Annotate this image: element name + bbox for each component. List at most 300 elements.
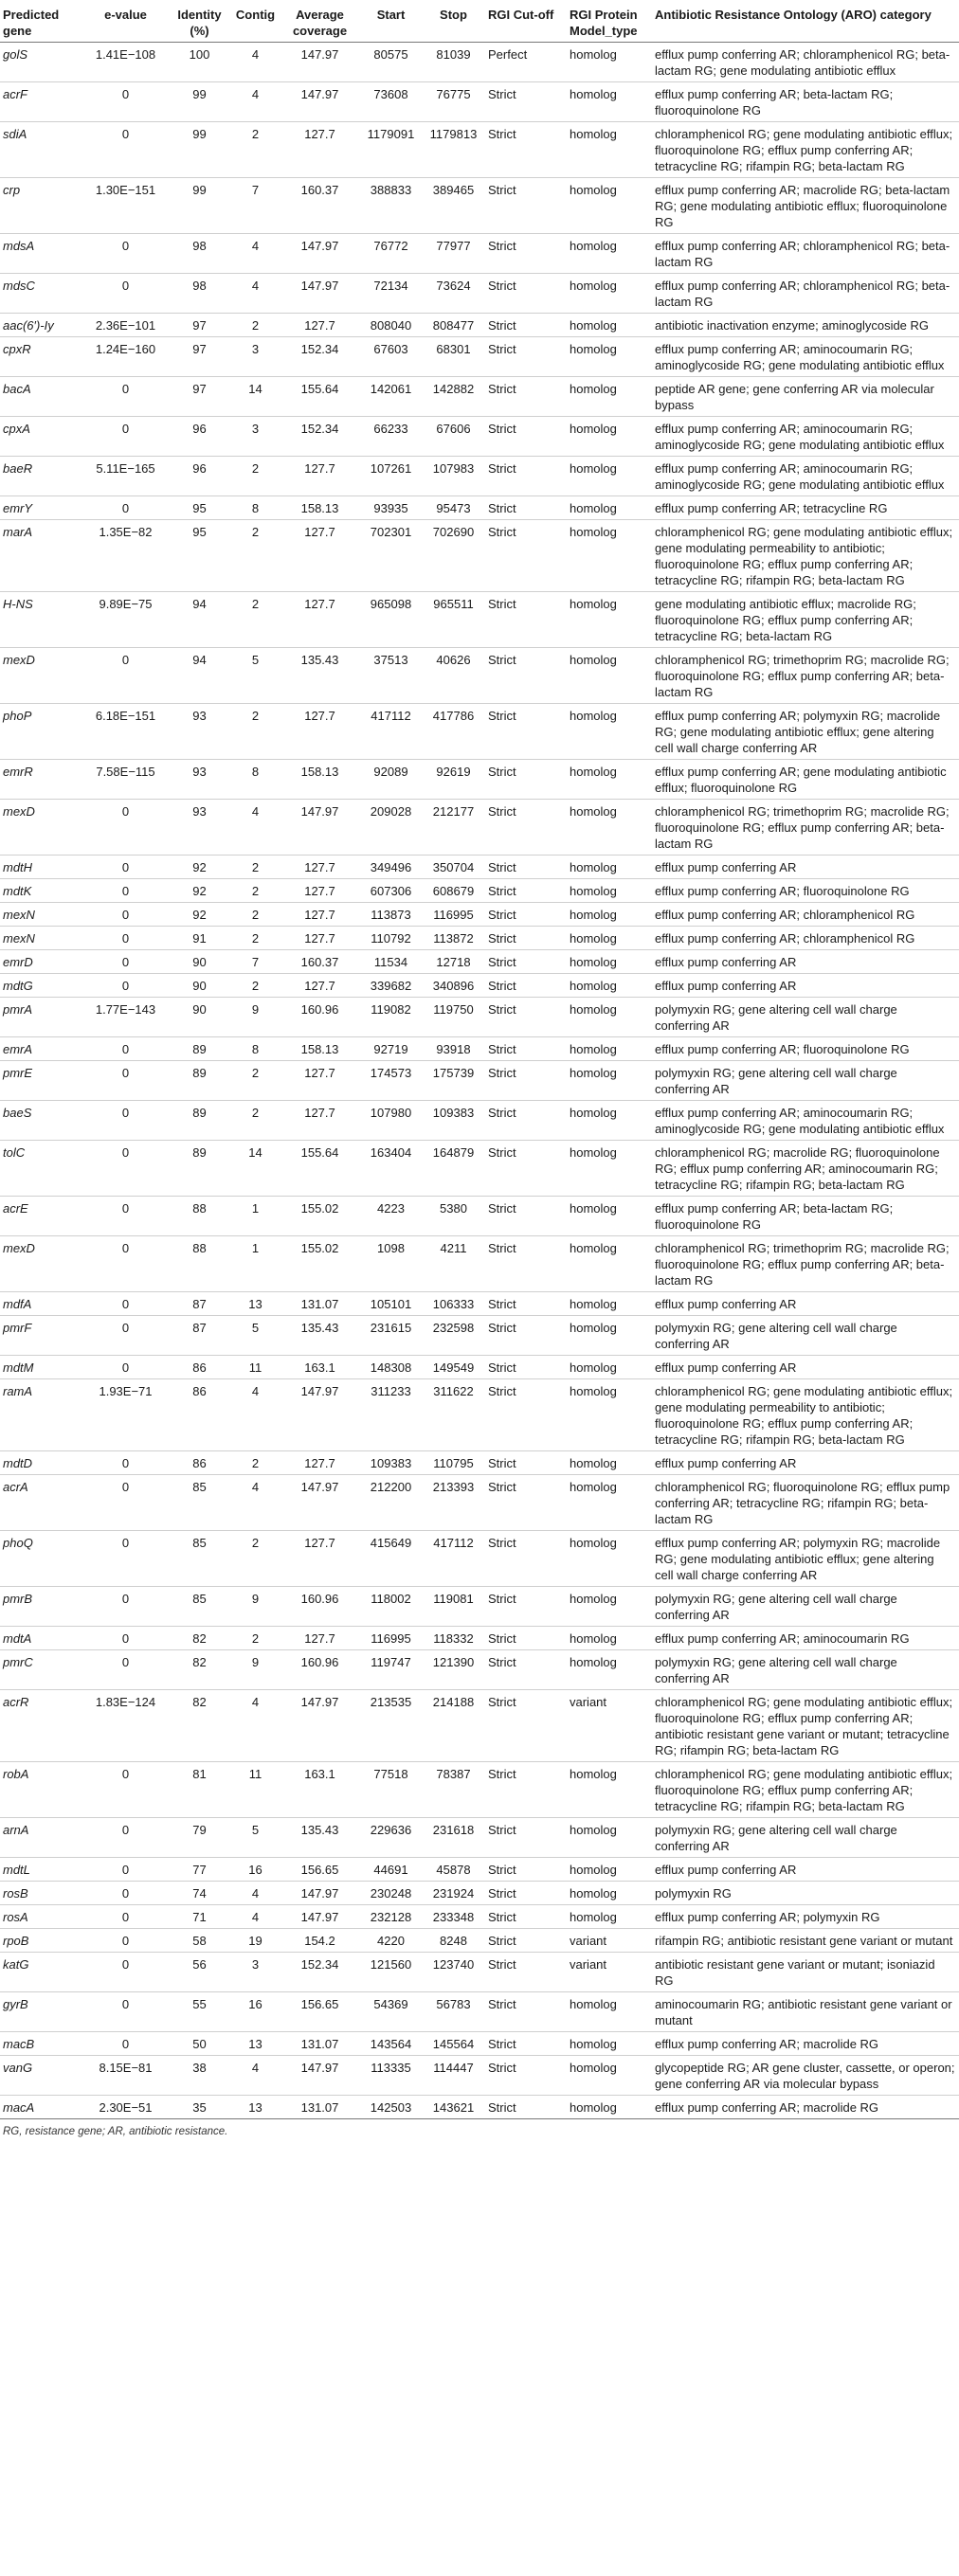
table-footnote: RG, resistance gene; AR, antibiotic resistance. [3, 2126, 228, 2137]
cell-start: 148308 [360, 1356, 423, 1379]
cell-coverage: 127.7 [280, 520, 360, 592]
cell-start: 72134 [360, 274, 423, 314]
table-row [0, 760, 959, 800]
cell-coverage: 127.7 [280, 1531, 360, 1587]
cell-model-type: homolog [567, 1037, 652, 1061]
cell-start: 105101 [360, 1292, 423, 1316]
cell-coverage: 158.13 [280, 1037, 360, 1061]
cell-aro-category: polymyxin RG; gene altering cell wall charge conferring AR [652, 1587, 959, 1627]
cell-gene: emrA [0, 1037, 83, 1061]
cell-model-type: homolog [567, 2032, 652, 2056]
cell-coverage: 163.1 [280, 1762, 360, 1818]
cell-start: 232128 [360, 1905, 423, 1929]
header-identity: Identity (%) [169, 0, 231, 43]
cell-stop: 702690 [423, 520, 485, 592]
table-row [0, 2056, 959, 2096]
cell-rgi-cutoff: Perfect [485, 43, 567, 82]
cell-identity: 94 [169, 648, 231, 704]
table-row [0, 82, 959, 122]
cell-stop: 8248 [423, 1929, 485, 1953]
cell-identity: 96 [169, 417, 231, 457]
cell-aro-category: efflux pump conferring AR; chloramphenicol RG; beta-lactam RG [652, 274, 959, 314]
cell-rgi-cutoff: Strict [485, 1316, 567, 1356]
cell-identity: 99 [169, 178, 231, 234]
table-row [0, 1818, 959, 1858]
cell-e-value: 0 [83, 1818, 169, 1858]
cell-rgi-cutoff: Strict [485, 800, 567, 856]
cell-start: 107261 [360, 457, 423, 496]
cell-aro-category: chloramphenicol RG; gene modulating antibiotic efflux; fluoroquinolone RG; efflux pump conferring AR; tetracycline RG; rifampin RG; beta-lactam RG [652, 122, 959, 178]
cell-e-value: 0 [83, 496, 169, 520]
cell-identity: 74 [169, 1882, 231, 1905]
cell-identity: 82 [169, 1627, 231, 1650]
cell-stop: 68301 [423, 337, 485, 377]
cell-rgi-cutoff: Strict [485, 1379, 567, 1451]
cell-stop: 608679 [423, 879, 485, 903]
cell-rgi-cutoff: Strict [485, 1953, 567, 1992]
table-row [0, 2032, 959, 2056]
cell-gene: phoP [0, 704, 83, 760]
cell-aro-category: polymyxin RG; gene altering cell wall charge conferring AR [652, 1650, 959, 1690]
cell-contig: 16 [231, 1858, 280, 1882]
cell-contig: 9 [231, 1587, 280, 1627]
cell-e-value: 0 [83, 234, 169, 274]
cell-stop: 56783 [423, 1992, 485, 2032]
table-row [0, 274, 959, 314]
cell-contig: 4 [231, 1882, 280, 1905]
cell-gene: tolC [0, 1141, 83, 1197]
cell-coverage: 127.7 [280, 1061, 360, 1101]
cell-aro-category: efflux pump conferring AR; polymyxin RG [652, 1905, 959, 1929]
cell-gene: marA [0, 520, 83, 592]
cell-stop: 340896 [423, 974, 485, 998]
cell-rgi-cutoff: Strict [485, 879, 567, 903]
cell-start: 93935 [360, 496, 423, 520]
cell-model-type: homolog [567, 417, 652, 457]
cell-gene: rosB [0, 1882, 83, 1905]
cell-start: 4223 [360, 1197, 423, 1236]
cell-start: 212200 [360, 1475, 423, 1531]
cell-gene: macA [0, 2096, 83, 2119]
cell-rgi-cutoff: Strict [485, 1101, 567, 1141]
cell-model-type: homolog [567, 337, 652, 377]
cell-start: 965098 [360, 592, 423, 648]
cell-start: 110792 [360, 927, 423, 950]
cell-gene: aac(6′)-Iy [0, 314, 83, 337]
cell-start: 109383 [360, 1451, 423, 1475]
cell-gene: pmrE [0, 1061, 83, 1101]
cell-start: 4220 [360, 1929, 423, 1953]
cell-identity: 85 [169, 1475, 231, 1531]
table-row [0, 1475, 959, 1531]
cell-model-type: homolog [567, 82, 652, 122]
cell-e-value: 0 [83, 903, 169, 927]
cell-start: 11534 [360, 950, 423, 974]
cell-aro-category: efflux pump conferring AR; polymyxin RG; macrolide RG; gene modulating antibiotic efflux; gene altering cell wall charge conferring AR [652, 704, 959, 760]
cell-e-value: 1.41E−108 [83, 43, 169, 82]
cell-contig: 9 [231, 998, 280, 1037]
table-row [0, 1905, 959, 1929]
cell-coverage: 147.97 [280, 800, 360, 856]
cell-coverage: 127.7 [280, 927, 360, 950]
cell-identity: 85 [169, 1587, 231, 1627]
cell-aro-category: efflux pump conferring AR; beta-lactam RG; fluoroquinolone RG [652, 1197, 959, 1236]
cell-stop: 214188 [423, 1690, 485, 1762]
cell-e-value: 0 [83, 1292, 169, 1316]
cell-model-type: homolog [567, 903, 652, 927]
cell-model-type: homolog [567, 1818, 652, 1858]
cell-start: 118002 [360, 1587, 423, 1627]
cell-start: 92719 [360, 1037, 423, 1061]
table-row [0, 314, 959, 337]
cell-gene: robA [0, 1762, 83, 1818]
table-row [0, 1451, 959, 1475]
cell-stop: 45878 [423, 1858, 485, 1882]
cell-model-type: homolog [567, 1236, 652, 1292]
cell-coverage: 154.2 [280, 1929, 360, 1953]
cell-rgi-cutoff: Strict [485, 1650, 567, 1690]
cell-gene: bacA [0, 377, 83, 417]
cell-gene: mdtG [0, 974, 83, 998]
cell-model-type: variant [567, 1953, 652, 1992]
cell-start: 92089 [360, 760, 423, 800]
cell-coverage: 147.97 [280, 1475, 360, 1531]
cell-coverage: 160.37 [280, 950, 360, 974]
cell-model-type: homolog [567, 122, 652, 178]
cell-identity: 99 [169, 82, 231, 122]
cell-gene: emrR [0, 760, 83, 800]
cell-start: 77518 [360, 1762, 423, 1818]
cell-model-type: homolog [567, 1197, 652, 1236]
cell-start: 121560 [360, 1953, 423, 1992]
cell-identity: 82 [169, 1690, 231, 1762]
cell-coverage: 127.7 [280, 122, 360, 178]
cell-model-type: homolog [567, 1587, 652, 1627]
cell-aro-category: chloramphenicol RG; gene modulating antibiotic efflux; gene modulating permeability to antibiotic; fluoroquinolone RG; efflux pump conferring AR; tetracycline RG; rifampin RG; beta-lactam RG [652, 1379, 959, 1451]
cell-coverage: 155.02 [280, 1197, 360, 1236]
cell-contig: 14 [231, 377, 280, 417]
cell-e-value: 0 [83, 1882, 169, 1905]
cell-contig: 2 [231, 927, 280, 950]
cell-e-value: 0 [83, 856, 169, 879]
cell-rgi-cutoff: Strict [485, 903, 567, 927]
cell-e-value: 0 [83, 879, 169, 903]
cell-identity: 85 [169, 1531, 231, 1587]
cell-aro-category: efflux pump conferring AR; beta-lactam RG; fluoroquinolone RG [652, 82, 959, 122]
cell-model-type: homolog [567, 1451, 652, 1475]
cell-rgi-cutoff: Strict [485, 2032, 567, 2056]
cell-coverage: 147.97 [280, 1690, 360, 1762]
table-body [0, 43, 959, 2119]
cell-stop: 77977 [423, 234, 485, 274]
cell-aro-category: efflux pump conferring AR; macrolide RG; beta-lactam RG; gene modulating antibiotic efflux; fluoroquinolone RG [652, 178, 959, 234]
header-predicted-gene: Predicted gene [0, 0, 83, 43]
cell-contig: 4 [231, 1690, 280, 1762]
cell-rgi-cutoff: Strict [485, 1475, 567, 1531]
cell-aro-category: efflux pump conferring AR [652, 1356, 959, 1379]
cell-identity: 93 [169, 704, 231, 760]
cell-e-value: 0 [83, 1929, 169, 1953]
cell-aro-category: chloramphenicol RG; trimethoprim RG; macrolide RG; fluoroquinolone RG; efflux pump conferring AR; beta-lactam RG [652, 1236, 959, 1292]
cell-identity: 35 [169, 2096, 231, 2119]
cell-identity: 58 [169, 1929, 231, 1953]
cell-e-value: 0 [83, 122, 169, 178]
cell-identity: 87 [169, 1292, 231, 1316]
cell-model-type: homolog [567, 496, 652, 520]
cell-e-value: 0 [83, 2032, 169, 2056]
cell-aro-category: efflux pump conferring AR; tetracycline RG [652, 496, 959, 520]
cell-gene: acrE [0, 1197, 83, 1236]
cell-identity: 92 [169, 856, 231, 879]
cell-identity: 100 [169, 43, 231, 82]
cell-coverage: 160.96 [280, 998, 360, 1037]
cell-coverage: 160.96 [280, 1650, 360, 1690]
cell-rgi-cutoff: Strict [485, 122, 567, 178]
cell-coverage: 127.7 [280, 1627, 360, 1650]
cell-start: 119747 [360, 1650, 423, 1690]
cell-coverage: 156.65 [280, 1992, 360, 2032]
cell-coverage: 152.34 [280, 417, 360, 457]
header-aro-category: Antibiotic Resistance Ontology (ARO) category [652, 0, 959, 43]
cell-gene: vanG [0, 2056, 83, 2096]
cell-coverage: 135.43 [280, 1818, 360, 1858]
header-rgi-model-type: RGI Protein Model_type [567, 0, 652, 43]
cell-coverage: 127.7 [280, 879, 360, 903]
cell-stop: 164879 [423, 1141, 485, 1197]
cell-gene: cpxA [0, 417, 83, 457]
cell-coverage: 147.97 [280, 274, 360, 314]
table-row [0, 1762, 959, 1818]
table-row [0, 496, 959, 520]
cell-contig: 4 [231, 1905, 280, 1929]
cell-model-type: homolog [567, 1650, 652, 1690]
cell-stop: 76775 [423, 82, 485, 122]
cell-e-value: 0 [83, 1953, 169, 1992]
cell-rgi-cutoff: Strict [485, 1197, 567, 1236]
cell-identity: 79 [169, 1818, 231, 1858]
cell-gene: ramA [0, 1379, 83, 1451]
cell-gene: mdtD [0, 1451, 83, 1475]
cell-contig: 4 [231, 82, 280, 122]
cell-aro-category: polymyxin RG [652, 1882, 959, 1905]
cell-rgi-cutoff: Strict [485, 178, 567, 234]
cell-gene: rpoB [0, 1929, 83, 1953]
cell-coverage: 152.34 [280, 1953, 360, 1992]
cell-aro-category: efflux pump conferring AR; polymyxin RG; macrolide RG; gene modulating antibiotic efflux; gene altering cell wall charge conferring AR [652, 1531, 959, 1587]
cell-model-type: variant [567, 1690, 652, 1762]
cell-model-type: homolog [567, 1858, 652, 1882]
cell-model-type: homolog [567, 974, 652, 998]
header-e-value: e-value [83, 0, 169, 43]
cell-rgi-cutoff: Strict [485, 1531, 567, 1587]
cell-start: 1098 [360, 1236, 423, 1292]
cell-gene: golS [0, 43, 83, 82]
cell-coverage: 152.34 [280, 337, 360, 377]
cell-rgi-cutoff: Strict [485, 1141, 567, 1197]
cell-rgi-cutoff: Strict [485, 2096, 567, 2119]
cell-e-value: 0 [83, 927, 169, 950]
cell-stop: 78387 [423, 1762, 485, 1818]
cell-stop: 4211 [423, 1236, 485, 1292]
cell-model-type: homolog [567, 927, 652, 950]
cell-e-value: 0 [83, 1858, 169, 1882]
cell-aro-category: efflux pump conferring AR; fluoroquinolone RG [652, 879, 959, 903]
cell-contig: 1 [231, 1236, 280, 1292]
table-row [0, 927, 959, 950]
cell-contig: 1 [231, 1197, 280, 1236]
cell-e-value: 0 [83, 1475, 169, 1531]
table-row [0, 1953, 959, 1992]
cell-gene: acrA [0, 1475, 83, 1531]
table-row [0, 377, 959, 417]
table-row [0, 1531, 959, 1587]
cell-aro-category: efflux pump conferring AR [652, 1858, 959, 1882]
table-row [0, 879, 959, 903]
cell-coverage: 127.7 [280, 1451, 360, 1475]
cell-rgi-cutoff: Strict [485, 592, 567, 648]
cell-gene: mdsA [0, 234, 83, 274]
cell-gene: mexN [0, 903, 83, 927]
table-row [0, 457, 959, 496]
cell-aro-category: chloramphenicol RG; fluoroquinolone RG; efflux pump conferring AR; tetracycline RG; rifampin RG; beta-lactam RG [652, 1475, 959, 1531]
cell-gene: katG [0, 1953, 83, 1992]
cell-aro-category: polymyxin RG; gene altering cell wall charge conferring AR [652, 998, 959, 1037]
cell-start: 116995 [360, 1627, 423, 1650]
cell-rgi-cutoff: Strict [485, 1627, 567, 1650]
cell-rgi-cutoff: Strict [485, 1818, 567, 1858]
cell-aro-category: efflux pump conferring AR; aminocoumarin RG; aminoglycoside RG; gene modulating antibiotic efflux [652, 417, 959, 457]
cell-rgi-cutoff: Strict [485, 1858, 567, 1882]
cell-stop: 311622 [423, 1379, 485, 1451]
cell-stop: 231618 [423, 1818, 485, 1858]
cell-stop: 121390 [423, 1650, 485, 1690]
cell-identity: 98 [169, 274, 231, 314]
table-row [0, 178, 959, 234]
cell-stop: 119081 [423, 1587, 485, 1627]
cell-start: 66233 [360, 417, 423, 457]
cell-aro-category: efflux pump conferring AR; macrolide RG [652, 2032, 959, 2056]
cell-coverage: 160.96 [280, 1587, 360, 1627]
cell-contig: 2 [231, 879, 280, 903]
cell-stop: 73624 [423, 274, 485, 314]
cell-aro-category: chloramphenicol RG; trimethoprim RG; macrolide RG; fluoroquinolone RG; efflux pump conferring AR; beta-lactam RG [652, 800, 959, 856]
cell-model-type: homolog [567, 314, 652, 337]
cell-contig: 2 [231, 856, 280, 879]
cell-start: 113873 [360, 903, 423, 927]
cell-start: 73608 [360, 82, 423, 122]
cell-contig: 19 [231, 1929, 280, 1953]
cell-gene: phoQ [0, 1531, 83, 1587]
cell-start: 76772 [360, 234, 423, 274]
cell-aro-category: efflux pump conferring AR; chloramphenicol RG; beta-lactam RG [652, 234, 959, 274]
cell-coverage: 127.7 [280, 457, 360, 496]
cell-start: 229636 [360, 1818, 423, 1858]
cell-contig: 11 [231, 1762, 280, 1818]
cell-start: 119082 [360, 998, 423, 1037]
cell-contig: 8 [231, 1037, 280, 1061]
table-row [0, 1587, 959, 1627]
cell-rgi-cutoff: Strict [485, 1905, 567, 1929]
cell-stop: 113872 [423, 927, 485, 950]
cell-stop: 67606 [423, 417, 485, 457]
cell-aro-category: efflux pump conferring AR [652, 1292, 959, 1316]
cell-gene: baeS [0, 1101, 83, 1141]
cell-stop: 143621 [423, 2096, 485, 2119]
cell-contig: 4 [231, 274, 280, 314]
cell-start: 415649 [360, 1531, 423, 1587]
header-average-coverage: Average coverage [280, 0, 360, 43]
cell-start: 142503 [360, 2096, 423, 2119]
cell-aro-category: efflux pump conferring AR [652, 1451, 959, 1475]
cell-gene: emrD [0, 950, 83, 974]
cell-gene: rosA [0, 1905, 83, 1929]
cell-e-value: 0 [83, 1905, 169, 1929]
cell-identity: 89 [169, 1061, 231, 1101]
table-row [0, 1037, 959, 1061]
cell-gene: sdiA [0, 122, 83, 178]
cell-start: 1179091 [360, 122, 423, 178]
table-row [0, 1356, 959, 1379]
table-row [0, 2096, 959, 2119]
table-row [0, 1690, 959, 1762]
cell-rgi-cutoff: Strict [485, 1236, 567, 1292]
cell-stop: 81039 [423, 43, 485, 82]
cell-contig: 7 [231, 178, 280, 234]
cell-coverage: 155.64 [280, 1141, 360, 1197]
cell-aro-category: efflux pump conferring AR; fluoroquinolone RG [652, 1037, 959, 1061]
cell-contig: 5 [231, 1316, 280, 1356]
cell-rgi-cutoff: Strict [485, 1292, 567, 1316]
cell-model-type: homolog [567, 1316, 652, 1356]
cell-identity: 38 [169, 2056, 231, 2096]
cell-gene: acrF [0, 82, 83, 122]
cell-model-type: homolog [567, 1531, 652, 1587]
cell-model-type: homolog [567, 1061, 652, 1101]
cell-rgi-cutoff: Strict [485, 520, 567, 592]
cell-stop: 212177 [423, 800, 485, 856]
cell-contig: 16 [231, 1992, 280, 2032]
cell-identity: 56 [169, 1953, 231, 1992]
cell-identity: 96 [169, 457, 231, 496]
cell-identity: 89 [169, 1037, 231, 1061]
cell-gene: mexN [0, 927, 83, 950]
cell-identity: 77 [169, 1858, 231, 1882]
cell-contig: 2 [231, 1061, 280, 1101]
cell-coverage: 147.97 [280, 1882, 360, 1905]
header-rgi-cutoff: RGI Cut-off [485, 0, 567, 43]
cell-e-value: 0 [83, 1037, 169, 1061]
cell-identity: 55 [169, 1992, 231, 2032]
cell-contig: 3 [231, 1953, 280, 1992]
cell-rgi-cutoff: Strict [485, 82, 567, 122]
cell-aro-category: efflux pump conferring AR; chloramphenicol RG [652, 903, 959, 927]
table-row [0, 417, 959, 457]
cell-contig: 4 [231, 2056, 280, 2096]
cell-rgi-cutoff: Strict [485, 274, 567, 314]
cell-rgi-cutoff: Strict [485, 314, 567, 337]
cell-coverage: 147.97 [280, 1379, 360, 1451]
cell-aro-category: chloramphenicol RG; trimethoprim RG; macrolide RG; fluoroquinolone RG; efflux pump conferring AR; beta-lactam RG [652, 648, 959, 704]
cell-coverage: 156.65 [280, 1858, 360, 1882]
cell-contig: 2 [231, 457, 280, 496]
cell-contig: 2 [231, 1531, 280, 1587]
cell-identity: 90 [169, 974, 231, 998]
cell-e-value: 5.11E−165 [83, 457, 169, 496]
cell-gene: baeR [0, 457, 83, 496]
header-start: Start [360, 0, 423, 43]
table-row [0, 1992, 959, 2032]
table-row [0, 234, 959, 274]
